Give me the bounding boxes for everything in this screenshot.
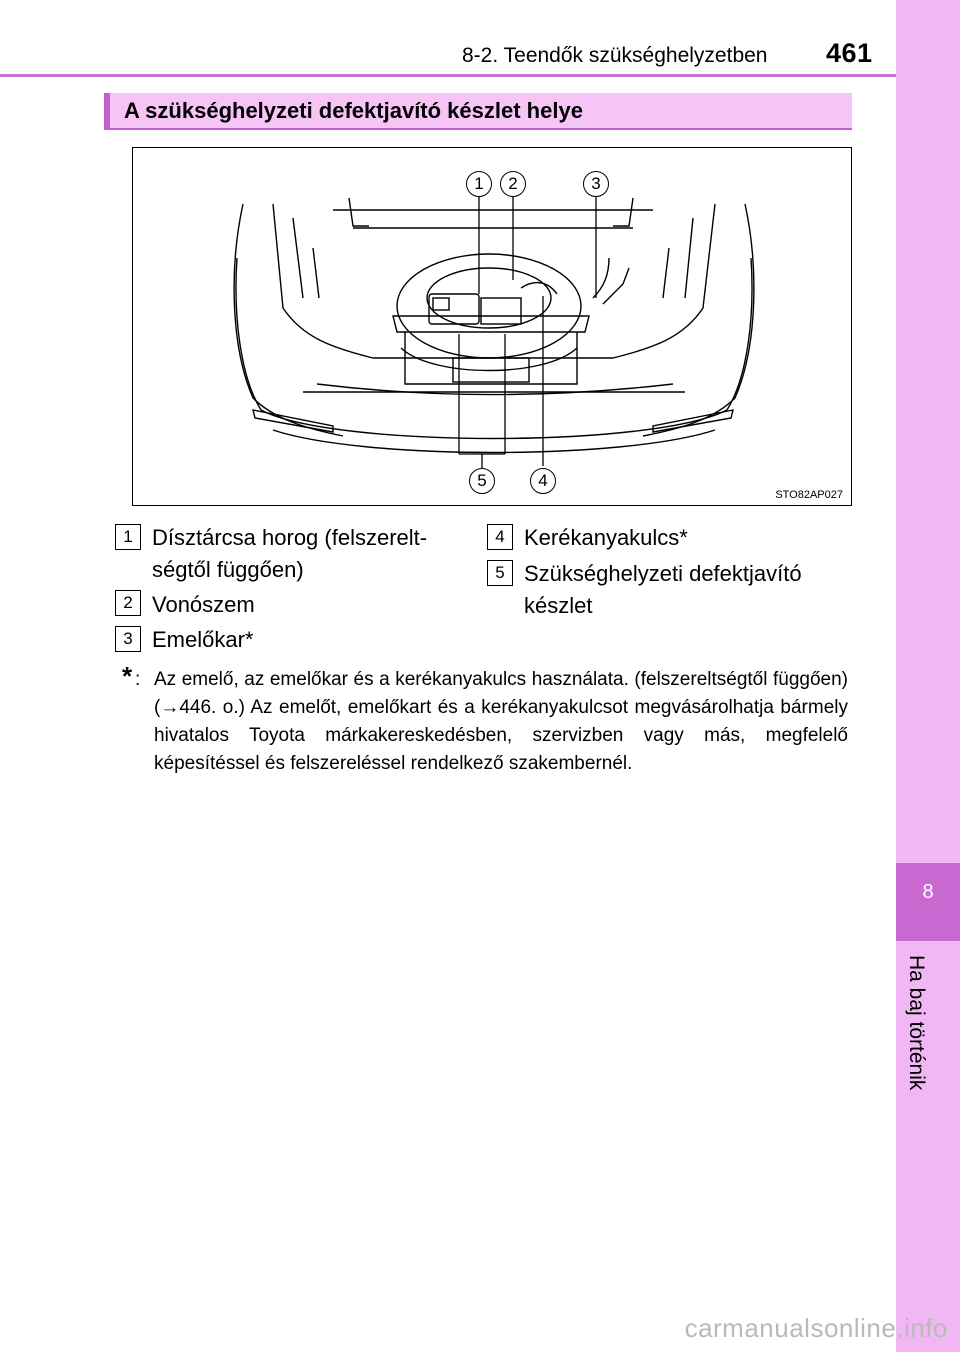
footnote-colon: :	[135, 669, 141, 690]
legend-item-1-line1: Dísztárcsa horog (felszerelt-	[152, 525, 428, 550]
figure-callout-1: 1	[466, 171, 492, 197]
footnote-marker: *	[122, 661, 133, 691]
trunk-illustration	[132, 147, 852, 506]
legend-item-1-line2: ségtől függően)	[152, 557, 304, 582]
legend-badge-1: 1	[115, 524, 141, 550]
header-divider	[0, 74, 896, 77]
figure-callout-5: 5	[469, 468, 495, 494]
figure-callout-3: 3	[583, 171, 609, 197]
legend-badge-2: 2	[115, 590, 141, 616]
figure-code: STO82AP027	[775, 489, 843, 501]
legend-item-4: Kerékanyakulcs*	[524, 525, 688, 550]
legend-badge-5: 5	[487, 560, 513, 586]
figure-callout-2: 2	[500, 171, 526, 197]
chapter-side-bar	[896, 0, 960, 1352]
header-section-title: 8-2. Teendők szükséghelyzetben	[462, 44, 768, 67]
car-trunk-drawing	[133, 148, 851, 505]
footnote	[122, 661, 848, 778]
legend-item-3: Emelőkar*	[152, 627, 254, 652]
legend-item-2: Vonószem	[152, 592, 255, 617]
page-number: 461	[826, 38, 873, 68]
legend-item-5-line2: készlet	[524, 593, 593, 618]
figure-callout-4: 4	[530, 468, 556, 494]
section-heading: A szükséghelyzeti defektjavító készlet helye	[104, 93, 852, 130]
watermark: carmanualsonline.info	[684, 1313, 948, 1343]
legend-item-5-line1: Szükséghelyzeti defektjavító	[524, 561, 802, 586]
footnote-text: Az emelő, az emelőkar és a kerékanyakulcs használata. (felszereltségtől függően) (→446. o.) Az emelőt, emelőkart és a kerékanyakulcsot megvásárolhatja bármely hivatalos Toyota márkakereskedésben, szervizben vagy más, megfelelő képesítéssel és felszereléssel rendelkező szakembernél.	[154, 669, 848, 774]
legend-badge-4: 4	[487, 524, 513, 550]
legend-badge-3: 3	[115, 626, 141, 652]
chapter-title: Ha baj történik	[905, 955, 928, 1091]
chapter-number: 8	[922, 881, 934, 903]
